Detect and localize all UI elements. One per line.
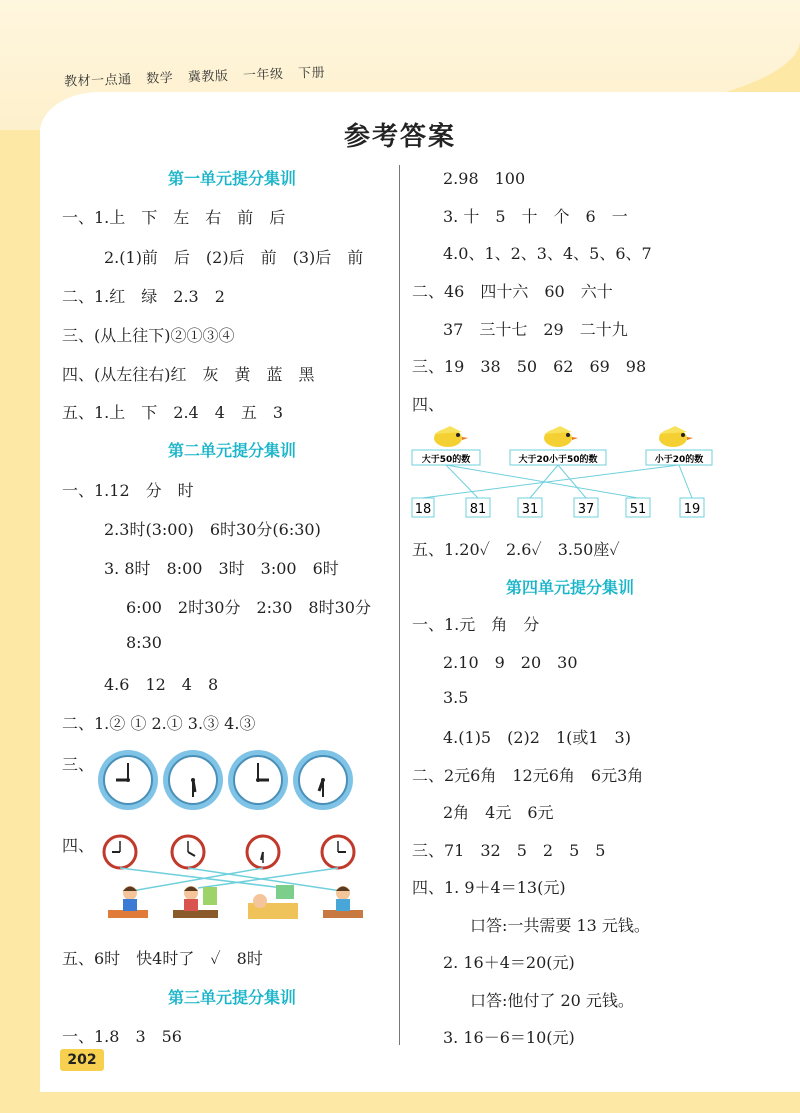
u2-line-1: 一、1.12 分 时 <box>62 481 194 500</box>
clock-icon <box>322 836 354 868</box>
svg-text:51: 51 <box>629 502 647 517</box>
u1-line-6: 五、1.上 下 2.4 4 五 3 <box>62 403 284 422</box>
u4-line-5: 二、2元6角 12元6角 6元3角 <box>412 766 644 785</box>
bird-icon <box>544 426 578 447</box>
header-subject: 数学 <box>145 70 174 87</box>
u2-line-2: 2.3时(3:00) 6时30分(6:30) <box>104 520 321 539</box>
child-reading-icon <box>108 886 148 918</box>
clock-icon <box>247 836 279 868</box>
u4-line-6: 2角 4元 6元 <box>443 803 554 822</box>
u4-line-11: 口答:他付了 20 元钱。 <box>470 991 634 1010</box>
u2-line-10: 五、6时 快4时了 ✓ 8时 <box>62 949 263 968</box>
header-volume: 下册 <box>297 65 326 82</box>
u2-line-4: 6:00 2时30分 2:30 8时30分 <box>126 598 371 617</box>
u4-line-2: 2.10 9 20 30 <box>443 653 578 672</box>
page-title: 参考答案 <box>343 122 456 152</box>
clock-answers <box>98 748 358 812</box>
r-line-2: 3. 十 5 十 个 6 一 <box>443 207 628 226</box>
child-eating-icon <box>173 886 218 918</box>
r-line-5: 37 三十七 29 二十九 <box>443 320 628 339</box>
number-box <box>412 498 434 517</box>
r-line-7: 四、 <box>412 395 445 414</box>
u4-line-3: 3.5 <box>443 688 469 707</box>
r-line-8: 五、1.20✓ 2.6✓ 3.50座✓ <box>412 540 620 559</box>
bird-icon <box>434 426 468 447</box>
u4-line-9: 口答:一共需要 13 元钱。 <box>470 916 650 935</box>
page-number: 202 <box>60 1049 104 1071</box>
unit1-heading: 第一单元提分集训 <box>167 169 296 188</box>
u4-line-12: 3. 16－6＝10(元) <box>443 1028 575 1047</box>
clock-matching <box>98 830 378 930</box>
u4-line-1: 一、1.元 角 分 <box>412 615 540 634</box>
clock-icon <box>98 750 158 810</box>
number-box <box>574 498 598 517</box>
u4-line-10: 2. 16＋4＝20(元) <box>443 953 575 972</box>
bird-icon <box>659 426 693 447</box>
u2-line-8: 三、 <box>62 755 95 774</box>
unit3-heading: 第三单元提分集训 <box>167 988 296 1007</box>
u4-line-7: 三、71 32 5 2 5 5 <box>412 841 606 860</box>
child-writing-icon <box>323 886 363 918</box>
u2-line-6: 4.6 12 4 8 <box>104 675 219 694</box>
u1-line-3: 二、1.红 绿 2.3 2 <box>62 287 225 306</box>
r-line-4: 二、46 四十六 60 六十 <box>412 282 613 301</box>
header-edition: 冀教版 <box>187 68 229 86</box>
svg-text:31: 31 <box>521 502 539 517</box>
clock-icon <box>293 750 353 810</box>
clock-icon <box>163 750 223 810</box>
r-line-3: 4.0、1、2、3、4、5、6、7 <box>443 244 652 263</box>
u1-line-4: 三、(从上往下)②①③④ <box>62 326 235 345</box>
column-divider <box>399 165 400 1045</box>
u2-line-5: 8:30 <box>126 633 162 652</box>
u2-line-3: 3. 8时 8:00 3时 3:00 6时 <box>104 559 339 578</box>
child-sleeping-icon <box>248 885 298 919</box>
number-matching <box>410 422 716 522</box>
unit2-heading: 第二单元提分集训 <box>167 441 296 460</box>
bird-label-2: 大于20小于50的数 <box>518 455 598 465</box>
svg-text:81: 81 <box>469 502 487 517</box>
u2-line-7: 二、1.② ① 2.① 3.③ 4.③ <box>62 714 256 733</box>
clock-icon <box>228 750 288 810</box>
number-box <box>466 498 490 517</box>
u2-line-9: 四、 <box>62 836 95 855</box>
bird-label-1: 大于50的数 <box>421 455 471 465</box>
u3-line-1: 一、1.8 3 56 <box>62 1027 182 1046</box>
svg-text:18: 18 <box>414 502 432 517</box>
clock-icon <box>104 836 136 868</box>
bird-label-3: 小于20的数 <box>654 455 704 465</box>
number-box <box>626 498 650 517</box>
r-line-1: 2.98 100 <box>443 169 526 188</box>
clock-icon <box>172 836 204 868</box>
svg-text:19: 19 <box>683 502 701 517</box>
u4-line-4: 4.(1)5 (2)2 1(或1 3) <box>443 728 631 747</box>
unit4-heading: 第四单元提分集训 <box>505 578 634 597</box>
u4-line-8: 四、1. 9＋4＝13(元) <box>412 878 566 897</box>
u1-line-2: 2.(1)前 后 (2)后 前 (3)后 前 <box>104 248 364 267</box>
number-box <box>680 498 704 517</box>
r-line-6: 三、19 38 50 62 69 98 <box>412 357 647 376</box>
svg-text:37: 37 <box>577 502 595 517</box>
u1-line-1: 一、1.上 下 左 右 前 后 <box>62 208 286 227</box>
number-box <box>518 498 542 517</box>
u1-line-5: 四、(从左往右)红 灰 黄 蓝 黑 <box>62 365 315 384</box>
header-grade: 一年级 <box>242 67 284 84</box>
header-book: 教材一点通 <box>63 72 132 90</box>
